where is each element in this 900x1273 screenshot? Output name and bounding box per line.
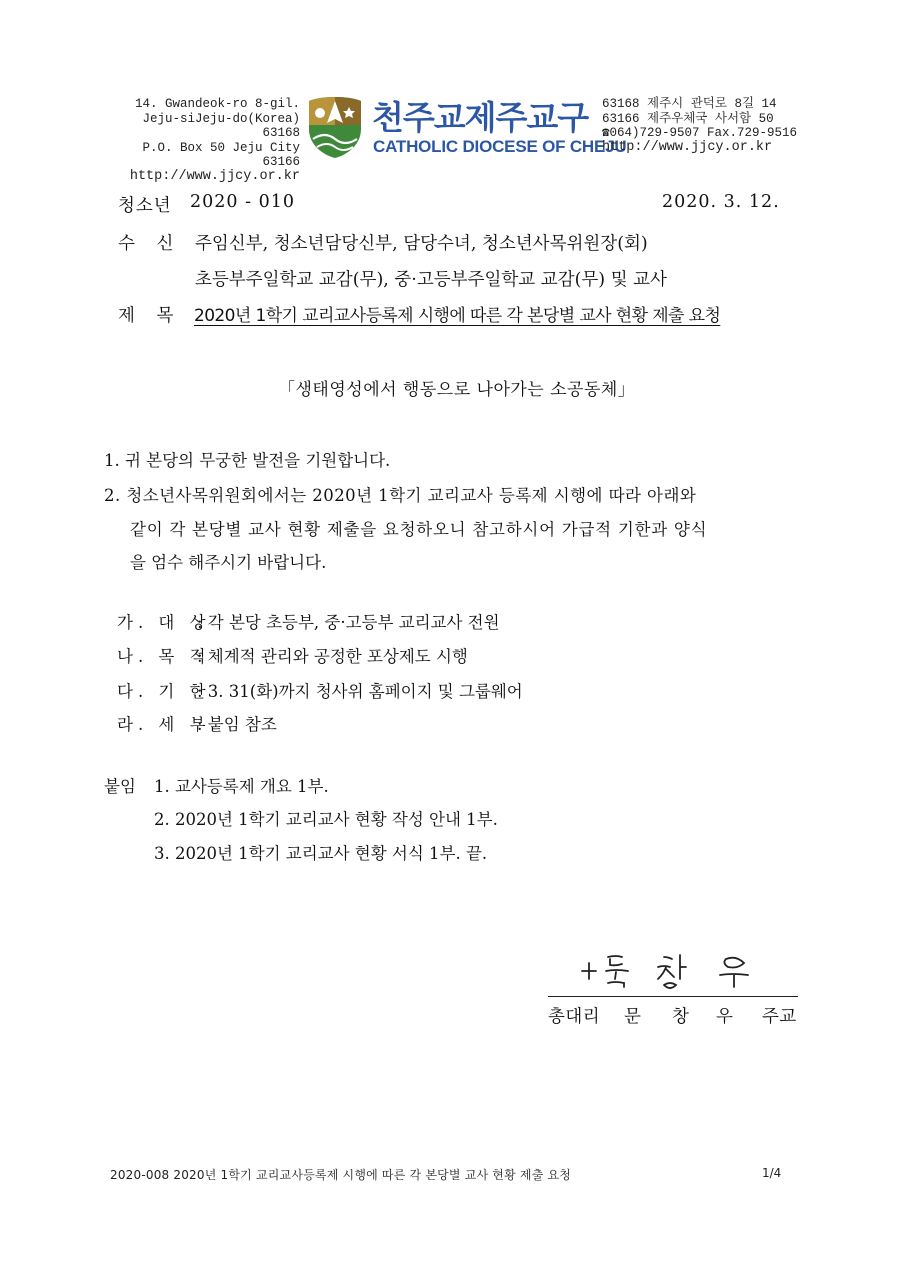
organization-name-en: CATHOLIC DIOCESE OF CHEJU	[373, 137, 627, 156]
signer-title: 총대리	[548, 1007, 601, 1027]
detail-item	[117, 643, 468, 667]
address-line: Jeju-siJeju-do(Korea) 63168	[142, 111, 300, 140]
address-line: 63168 제주시 관덕로 8길 14	[602, 97, 777, 111]
document-number-label: 청소년	[118, 196, 172, 216]
letterhead-right-address	[602, 97, 802, 155]
document-number: 2020 - 010	[190, 192, 295, 212]
handwritten-signature	[560, 945, 780, 995]
subject-label: 제 목	[118, 306, 182, 326]
contact-line: ☎064)729-9507 Fax.729-9516	[602, 126, 798, 140]
address-line: 63166 제주우체국 사서함 50	[602, 111, 774, 126]
letterhead-left-address	[118, 97, 300, 184]
diocese-emblem-icon	[305, 95, 365, 160]
body-paragraph-continuation: 을 엄수 해주시기 바랍니다.	[130, 553, 327, 572]
page-number: 1/4	[762, 1166, 782, 1180]
footer-text: 2020-008 2020년 1학기 교리교사등록제 시행에 따른 각 본당별 교사 현황 제출 요청	[110, 1168, 572, 1182]
recipient-label: 수 신	[118, 234, 182, 254]
detail-item	[117, 609, 500, 633]
detail-label: 다. 기 한	[117, 682, 211, 701]
document-date: 2020. 3. 12.	[662, 192, 780, 212]
organization-name-ko: 천주교제주교구	[372, 98, 589, 137]
website-url: http://www.jjcy.or.kr	[129, 168, 300, 184]
body-paragraph-continuation: 같이 각 본당별 교사 현황 제출을 요청하오니 참고하시어 가급적 기한과 양식	[130, 520, 708, 539]
signature-line	[548, 996, 798, 997]
detail-label: 나. 목 적	[117, 647, 211, 666]
address-line: 14. Gwandeok-ro 8-gil.	[134, 97, 300, 111]
detail-value: : 붙임 참조	[197, 715, 277, 734]
signer-name-part: 문	[624, 1007, 642, 1027]
body-paragraph: 1. 귀 본당의 무궁한 발전을 기원합니다.	[104, 451, 391, 470]
attachments-label: 붙임	[104, 777, 136, 796]
signer-name-part: 창	[672, 1007, 690, 1027]
website-url: http://www.jjcy.or.kr	[602, 139, 773, 155]
recipients-line: 주임신부, 청소년담당신부, 담당수녀, 청소년사목위원장(회)	[195, 234, 648, 254]
attachment-item: 2. 2020년 1학기 교리교사 현황 작성 안내 1부.	[154, 810, 498, 829]
body-paragraph: 2. 청소년사목위원회에서는 2020년 1학기 교리교사 등록제 시행에 따라 아래와	[104, 486, 697, 505]
recipients-line: 초등부주일학교 교감(무), 중·고등부주일학교 교감(무) 및 교사	[195, 270, 667, 290]
address-line: P.O. Box 50 Jeju City 63166	[142, 140, 300, 169]
motto: 「생태영성에서 행동으로 나아가는 소공동체」	[278, 380, 636, 400]
detail-value: : 각 본당 초등부, 중·고등부 교리교사 전원	[197, 613, 500, 632]
signer-name	[548, 1003, 797, 1028]
attachment-item: 3. 2020년 1학기 교리교사 현황 서식 1부. 끝.	[154, 844, 488, 863]
attachment-item: 1. 교사등록제 개요 1부.	[154, 777, 329, 796]
detail-item	[117, 678, 523, 702]
detail-label: 가. 대 상	[117, 613, 211, 632]
signer-rank: 주교	[762, 1007, 797, 1027]
detail-value: : 체계적 관리와 공정한 포상제도 시행	[197, 647, 468, 666]
detail-value: : 3. 31(화)까지 청사위 홈페이지 및 그룹웨어	[197, 682, 523, 701]
detail-label: 라. 세 부	[117, 715, 211, 734]
detail-item	[117, 711, 277, 735]
document-subject: 2020년 1학기 교리교사등록제 시행에 따른 각 본당별 교사 현황 제출 요청	[194, 306, 721, 326]
signer-name-part: 우	[716, 1007, 734, 1027]
